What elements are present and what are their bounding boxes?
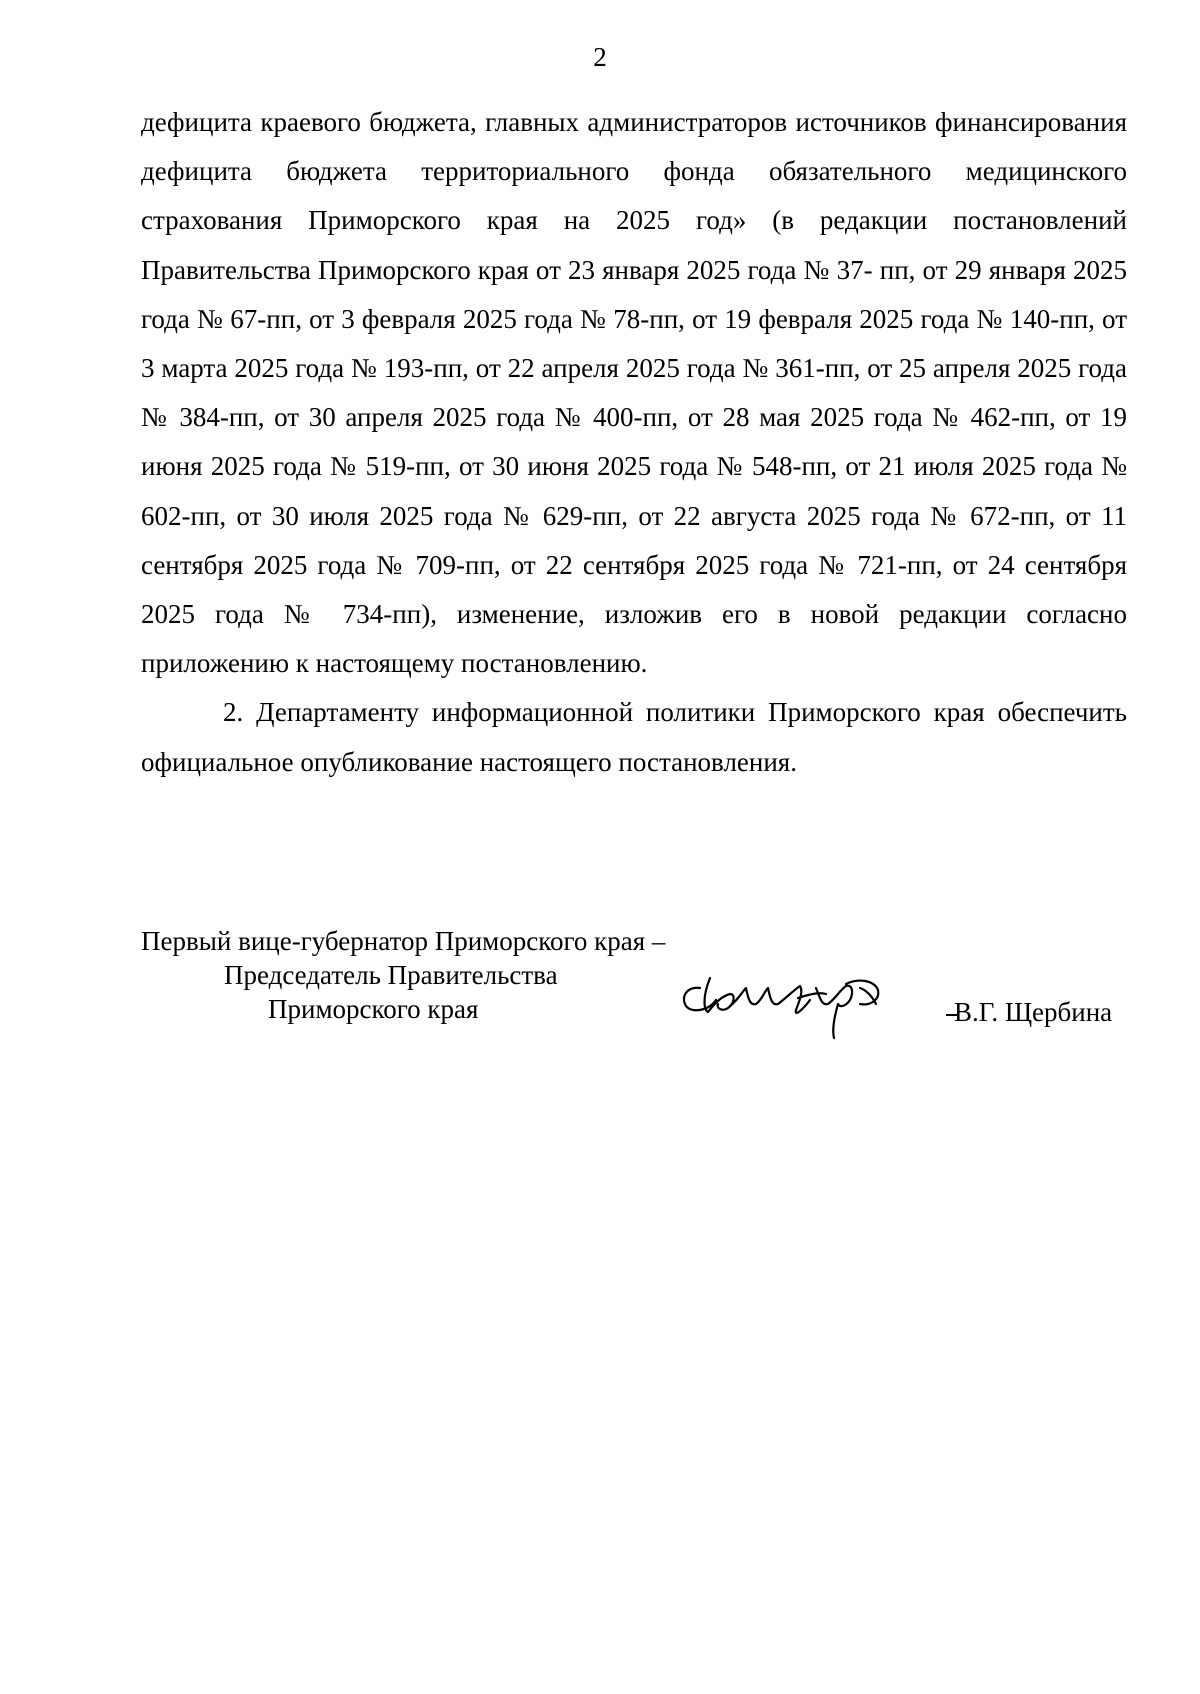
- signer-name-line: [946, 997, 1112, 1028]
- signatory-title: [141, 924, 665, 1026]
- document-body: [141, 98, 1127, 787]
- signatory-title-line-3: Приморского края: [268, 994, 479, 1024]
- body-paragraph-2: 2. Департаменту информационной политики Приморского края обеспечить официальное опубликование настоящего постановления.: [141, 697, 1127, 777]
- handwritten-signature: [670, 948, 920, 1043]
- body-paragraph-1: дефицита краевого бюджета, главных администраторов источников финансирования дефицита бюджета территориального фонда обязательного медицинского страхования Приморского края на 2025 год» (в редакции постановлений Правительства Приморского края от 23 января 2025 года № 37- пп, от 29 января 2025 года № 67-пп, от 3 февраля 2025 года № 78-пп, от 19 февраля 2025 года № 140-пп, от 3 марта 2025 года № 193-пп, от 22 апреля 2025 года № 361-пп, от 25 апреля 2025 года № 384-пп, от 30 апреля 2025 года № 400-пп, от 28 мая 2025 года № 462-пп, от 19 июня 2025 года № 519-пп, от 30 июня 2025 года № 548-пп, от 21 июля 2025 года № 602-пп, от 30 июля 2025 года № 629-пп, от 22 августа 2025 года № 672-пп, от 11 сентября 2025 года № 709-пп, от 22 сентября 2025 года № 721-пп, от 24 сентября 2025 года № 734-пп), изменение, изложив его в новой редакции согласно приложению к настоящему постановлению.: [141, 107, 1127, 679]
- signatory-title-line-1: Первый вице-губернатор Приморского края –: [141, 926, 666, 956]
- signer-name: В.Г. Щербина: [954, 997, 1113, 1027]
- signatory-title-line-2: Председатель Правительства: [224, 960, 558, 990]
- page-number: 2: [593, 42, 607, 72]
